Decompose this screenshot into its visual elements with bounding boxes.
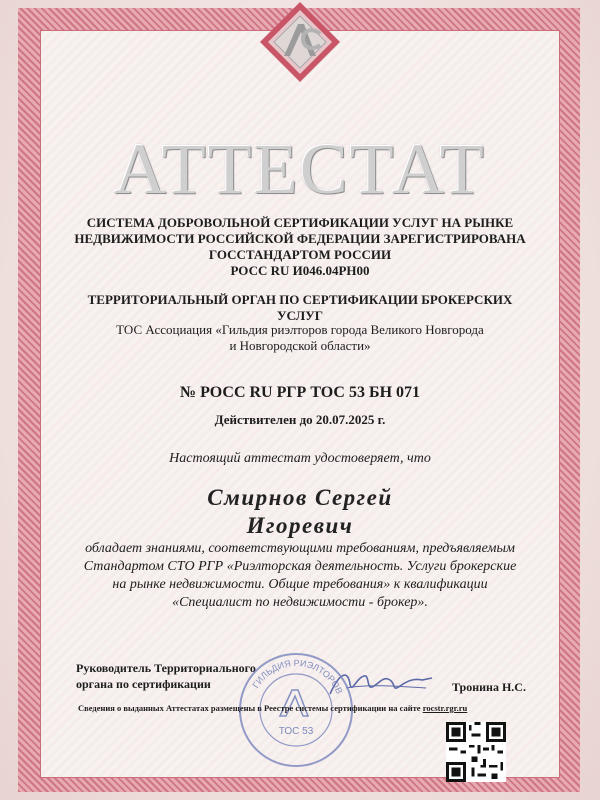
association-line: и Новгородской области» xyxy=(229,338,371,353)
organ-line: ТЕРРИТОРИАЛЬНЫЙ ОРГАН ПО СЕРТИФИКАЦИИ БРОКЕРСКИХ xyxy=(87,292,513,307)
description-line: Стандартом СТО РГР «Риэлторская деятельность. Услуги брокерские xyxy=(83,559,517,574)
signatory-title-line: Руководитель Территориального xyxy=(76,661,256,675)
certificate-title: АТТЕСТАТ xyxy=(114,129,486,209)
certifies-statement: Настоящий аттестат удостоверяет, что xyxy=(169,451,431,466)
description-line: обладает знаниями, соответствующими требованиям, предъявляемым xyxy=(85,541,515,556)
signatory-title xyxy=(76,660,256,692)
holder-name-line: Игоревич xyxy=(246,513,354,538)
stamp-ring-text: ГИЛЬДИЯ РИЭЛТОРОВ xyxy=(250,657,345,696)
association-line: ТОС Ассоциация «Гильдия риэлторов города Великого Новгорода xyxy=(116,322,484,337)
signatory-title-line: органа по сертификации xyxy=(76,677,211,691)
certification-system-heading xyxy=(0,215,600,279)
registration-number: РОСС RU И046.04РН00 xyxy=(230,263,370,278)
stamp-center-text: ТОС 53 xyxy=(278,726,314,737)
system-line: НЕДВИЖИМОСТИ РОССИЙСКОЙ ФЕДЕРАЦИИ ЗАРЕГИСТРИРОВАНА xyxy=(74,231,526,246)
organ-line: УСЛУГ xyxy=(276,308,324,323)
validity-date: Действителен до 20.07.2025 г. xyxy=(214,412,386,427)
qualification-description xyxy=(0,540,600,612)
registry-note xyxy=(78,703,467,713)
holder-name xyxy=(0,484,600,540)
association-name xyxy=(0,322,600,354)
rgr-logo-icon xyxy=(258,0,342,84)
certificate-number: № РОСС RU РГР ТОС 53 БН 071 xyxy=(179,384,421,401)
description-line: «Специалист по недвижимости - брокер». xyxy=(172,595,428,610)
registry-link[interactable]: rocstr.rgr.ru xyxy=(422,703,468,713)
qr-code-icon[interactable] xyxy=(446,722,506,782)
description-line: на рынке недвижимости. Общие требования» к квалификации xyxy=(112,577,488,592)
holder-name-line: Смирнов Сергей xyxy=(207,485,393,510)
registry-note-text: Сведения о выданных Аттестатах размещены в Реестре системы сертификации на сайте xyxy=(78,703,423,713)
system-line: ГОССТАНДАРТОМ РОССИИ xyxy=(208,247,392,262)
signatory-name: Тронина Н.С. xyxy=(452,680,526,694)
territorial-organ-heading xyxy=(0,292,600,324)
system-line: СИСТЕМА ДОБРОВОЛЬНОЙ СЕРТИФИКАЦИИ УСЛУГ НА РЫНКЕ xyxy=(86,215,514,230)
